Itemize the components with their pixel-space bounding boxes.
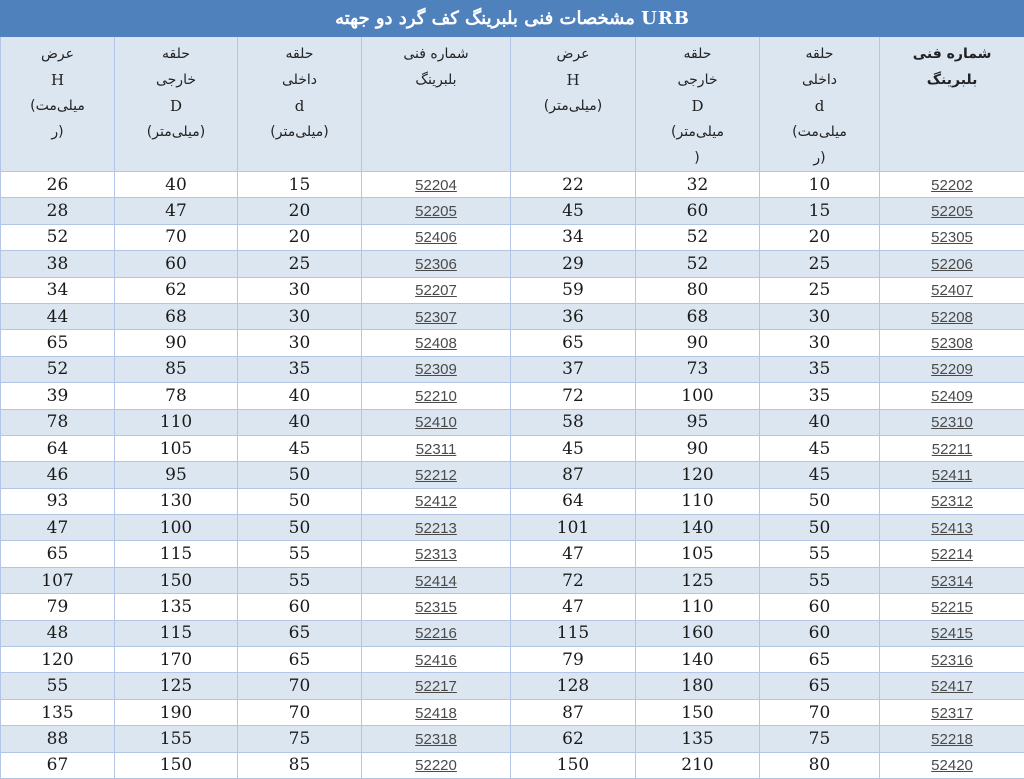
part-number-cell	[362, 541, 511, 567]
part-number-cell	[362, 462, 511, 488]
table-row	[1, 356, 1024, 382]
part-number-cell	[362, 647, 511, 673]
outer-d-cell: 150	[636, 699, 760, 725]
part-number-link[interactable]: 52215	[931, 599, 973, 616]
outer-d-cell: 150	[115, 567, 238, 593]
table-row	[1, 224, 1024, 250]
inner-d-cell: 65	[238, 647, 362, 673]
inner-d-cell: 55	[238, 541, 362, 567]
outer-d-cell: 190	[115, 699, 238, 725]
outer-d-cell: 115	[115, 620, 238, 646]
inner-d-cell: 30	[238, 277, 362, 303]
header-line: حلقه	[238, 41, 361, 67]
header-line: شماره فنی	[362, 41, 510, 67]
width-h-cell: 34	[1, 277, 115, 303]
width-h-cell: 47	[511, 541, 636, 567]
part-number-cell	[362, 409, 511, 435]
inner-d-cell: 65	[760, 647, 880, 673]
header-line: H	[511, 67, 635, 93]
outer-d-cell: 180	[636, 673, 760, 699]
header-line: (میلی‌مت	[760, 119, 879, 145]
width-h-cell: 45	[511, 198, 636, 224]
table-row	[1, 594, 1024, 620]
width-h-cell: 52	[1, 224, 115, 250]
inner-d-cell: 70	[760, 699, 880, 725]
part-number-link[interactable]: 52314	[931, 573, 973, 590]
part-number-link[interactable]: 52307	[415, 309, 457, 326]
width-h-cell: 39	[1, 383, 115, 409]
part-number-link[interactable]: 52311	[416, 441, 457, 458]
part-number-link[interactable]: 52211	[932, 441, 973, 458]
width-h-cell: 65	[511, 330, 636, 356]
part-number-link[interactable]: 52205	[931, 203, 973, 220]
header-line: (میلی‌متر	[636, 119, 759, 145]
table-row	[1, 699, 1024, 725]
width-h-cell: 55	[1, 673, 115, 699]
outer-d-cell: 62	[115, 277, 238, 303]
part-number-cell	[880, 172, 1024, 198]
part-number-link[interactable]: 52210	[415, 388, 457, 405]
table-row	[1, 303, 1024, 329]
outer-d-cell: 100	[636, 383, 760, 409]
part-number-cell	[362, 356, 511, 382]
outer-d-cell: 150	[115, 752, 238, 778]
inner-d-cell: 40	[760, 409, 880, 435]
outer-d-cell: 95	[636, 409, 760, 435]
table-row	[1, 435, 1024, 461]
part-number-link[interactable]: 52204	[415, 177, 457, 194]
part-number-cell	[362, 330, 511, 356]
table-row	[1, 330, 1024, 356]
part-number-cell	[880, 752, 1024, 778]
part-number-link[interactable]: 52412	[415, 493, 457, 510]
part-number-cell	[880, 409, 1024, 435]
inner-d-cell: 35	[760, 383, 880, 409]
table-row	[1, 726, 1024, 752]
outer-d-cell: 140	[636, 647, 760, 673]
outer-d-cell: 170	[115, 647, 238, 673]
width-h-cell: 115	[511, 620, 636, 646]
outer-d-cell: 73	[636, 356, 760, 382]
outer-d-cell: 68	[636, 303, 760, 329]
header-line: d	[760, 93, 879, 119]
outer-d-cell: 85	[115, 356, 238, 382]
part-number-cell	[880, 726, 1024, 752]
header-line: D	[636, 93, 759, 119]
table-row	[1, 541, 1024, 567]
header-line: H	[1, 67, 114, 93]
width-h-cell: 72	[511, 383, 636, 409]
outer-d-cell: 68	[115, 303, 238, 329]
header-line: شماره فنی	[880, 41, 1024, 67]
part-number-cell	[880, 699, 1024, 725]
part-number-cell	[362, 620, 511, 646]
outer-d-cell: 100	[115, 515, 238, 541]
outer-d-cell: 135	[115, 594, 238, 620]
outer-d-cell: 130	[115, 488, 238, 514]
part-number-link[interactable]: 52208	[931, 309, 973, 326]
part-number-cell	[880, 356, 1024, 382]
part-number-link[interactable]: 52207	[415, 282, 457, 299]
part-number-link[interactable]: 52309	[415, 361, 457, 378]
table-row	[1, 673, 1024, 699]
part-number-cell	[362, 277, 511, 303]
part-number-link[interactable]: 52407	[931, 282, 973, 299]
outer-d-cell: 105	[115, 435, 238, 461]
part-number-link[interactable]: 52306	[415, 256, 457, 273]
part-number-cell	[362, 699, 511, 725]
inner-d-cell: 40	[238, 383, 362, 409]
part-number-cell	[880, 277, 1024, 303]
part-number-link[interactable]: 52212	[415, 467, 457, 484]
header-line: بلبرینگ	[880, 67, 1024, 93]
width-h-cell: 62	[511, 726, 636, 752]
part-number-link[interactable]: 52213	[415, 520, 457, 537]
part-number-link[interactable]: 52305	[931, 229, 973, 246]
header-line: داخلی	[760, 67, 879, 93]
table-row	[1, 409, 1024, 435]
inner-d-cell: 30	[238, 330, 362, 356]
outer-d-cell: 78	[115, 383, 238, 409]
width-h-header	[1, 37, 115, 172]
part-number-link[interactable]: 52409	[931, 388, 973, 405]
table-title: مشخصات فنی بلبرینگ کف گرد دو جهته URB	[1, 1, 1024, 37]
inner-d-cell: 45	[238, 435, 362, 461]
part-number-cell	[362, 567, 511, 593]
width-h-cell: 79	[511, 647, 636, 673]
inner-d-cell: 30	[760, 330, 880, 356]
outer-d-cell: 125	[115, 673, 238, 699]
outer-d-cell: 90	[636, 435, 760, 461]
part-number-cell	[362, 224, 511, 250]
inner-d-cell: 35	[760, 356, 880, 382]
header-line: حلقه	[636, 41, 759, 67]
outer-d-cell: 90	[115, 330, 238, 356]
width-h-cell: 26	[1, 172, 115, 198]
part-number-link[interactable]: 52414	[415, 573, 457, 590]
inner-d-cell: 30	[760, 303, 880, 329]
header-line: D	[115, 93, 237, 119]
part-number-link[interactable]: 52313	[415, 546, 457, 563]
width-h-cell: 34	[511, 224, 636, 250]
part-number-link[interactable]: 52408	[415, 335, 457, 352]
inner-d-cell: 75	[760, 726, 880, 752]
table-row	[1, 172, 1024, 198]
part-number-cell	[362, 251, 511, 277]
outer-d-cell: 70	[115, 224, 238, 250]
table-row	[1, 620, 1024, 646]
outer-d-cell: 120	[636, 462, 760, 488]
width-h-cell: 36	[511, 303, 636, 329]
header-line: d	[238, 93, 361, 119]
outer-ring-d-header	[115, 37, 238, 172]
width-h-cell: 135	[1, 699, 115, 725]
part-number-cell	[880, 488, 1024, 514]
table-row	[1, 647, 1024, 673]
part-number-link[interactable]: 52411	[932, 467, 973, 484]
table-row	[1, 567, 1024, 593]
outer-d-cell: 52	[636, 251, 760, 277]
width-h-cell: 29	[511, 251, 636, 277]
width-h-cell: 22	[511, 172, 636, 198]
part-number-link[interactable]: 52220	[415, 757, 457, 774]
part-number-link[interactable]: 52216	[415, 625, 457, 642]
inner-d-cell: 50	[238, 488, 362, 514]
outer-d-cell: 210	[636, 752, 760, 778]
width-h-header	[511, 37, 636, 172]
inner-d-cell: 60	[760, 594, 880, 620]
part-number-link[interactable]: 52202	[931, 177, 973, 194]
part-number-cell	[880, 462, 1024, 488]
table-row	[1, 462, 1024, 488]
part-number-cell	[880, 673, 1024, 699]
header-line: حلقه	[760, 41, 879, 67]
inner-d-cell: 35	[238, 356, 362, 382]
table-row	[1, 198, 1024, 224]
part-number-link[interactable]: 52205	[415, 203, 457, 220]
inner-d-cell: 60	[760, 620, 880, 646]
part-number-link[interactable]: 52420	[931, 757, 973, 774]
width-h-cell: 47	[511, 594, 636, 620]
part-number-link[interactable]: 52318	[415, 731, 457, 748]
inner-d-cell: 50	[760, 515, 880, 541]
inner-d-cell: 40	[238, 409, 362, 435]
inner-ring-d-header	[238, 37, 362, 172]
inner-d-cell: 45	[760, 435, 880, 461]
width-h-cell: 78	[1, 409, 115, 435]
width-h-cell: 93	[1, 488, 115, 514]
inner-d-cell: 55	[760, 541, 880, 567]
part-number-link[interactable]: 52217	[415, 678, 457, 695]
width-h-cell: 79	[1, 594, 115, 620]
part-number-link[interactable]: 52218	[931, 731, 973, 748]
header-line: (میلی‌متر)	[115, 119, 237, 145]
part-number-cell	[880, 330, 1024, 356]
outer-d-cell: 135	[636, 726, 760, 752]
width-h-cell: 44	[1, 303, 115, 329]
table-row	[1, 752, 1024, 778]
part-number-header	[880, 37, 1024, 172]
outer-d-cell: 40	[115, 172, 238, 198]
part-number-link[interactable]: 52413	[931, 520, 973, 537]
inner-d-cell: 15	[238, 172, 362, 198]
outer-d-cell: 95	[115, 462, 238, 488]
width-h-cell: 67	[1, 752, 115, 778]
outer-d-cell: 160	[636, 620, 760, 646]
inner-d-cell: 15	[760, 198, 880, 224]
outer-d-cell: 52	[636, 224, 760, 250]
part-number-cell	[880, 620, 1024, 646]
inner-d-cell: 20	[238, 198, 362, 224]
part-number-cell	[880, 567, 1024, 593]
part-number-link[interactable]: 52312	[931, 493, 973, 510]
width-h-cell: 120	[1, 647, 115, 673]
inner-d-cell: 75	[238, 726, 362, 752]
width-h-cell: 64	[1, 435, 115, 461]
part-number-link[interactable]: 52315	[415, 599, 457, 616]
part-number-cell	[362, 752, 511, 778]
outer-d-cell: 110	[115, 409, 238, 435]
inner-d-cell: 60	[238, 594, 362, 620]
width-h-cell: 101	[511, 515, 636, 541]
width-h-cell: 64	[511, 488, 636, 514]
outer-d-cell: 105	[636, 541, 760, 567]
inner-d-cell: 65	[238, 620, 362, 646]
inner-d-cell: 45	[760, 462, 880, 488]
header-line: خارجی	[115, 67, 237, 93]
outer-d-cell: 60	[115, 251, 238, 277]
outer-d-cell: 140	[636, 515, 760, 541]
table-row	[1, 383, 1024, 409]
outer-d-cell: 47	[115, 198, 238, 224]
header-line: خارجی	[636, 67, 759, 93]
part-number-cell	[880, 224, 1024, 250]
header-line: (میلی‌متر)	[238, 119, 361, 145]
inner-d-cell: 25	[760, 251, 880, 277]
width-h-cell: 28	[1, 198, 115, 224]
part-number-cell	[362, 673, 511, 699]
part-number-link[interactable]: 52316	[931, 652, 973, 669]
part-number-link[interactable]: 52406	[415, 229, 457, 246]
width-h-cell: 46	[1, 462, 115, 488]
width-h-cell: 128	[511, 673, 636, 699]
inner-d-cell: 20	[760, 224, 880, 250]
part-number-link[interactable]: 52214	[931, 546, 973, 563]
header-line: عرض	[1, 41, 114, 67]
header-line: بلبرینگ	[362, 67, 510, 93]
part-number-cell	[362, 594, 511, 620]
width-h-cell: 45	[511, 435, 636, 461]
inner-d-cell: 55	[760, 567, 880, 593]
inner-d-cell: 25	[238, 251, 362, 277]
part-number-link[interactable]: 52317	[931, 705, 973, 722]
part-number-link[interactable]: 52417	[931, 678, 973, 695]
width-h-cell: 48	[1, 620, 115, 646]
part-number-link[interactable]: 52416	[415, 652, 457, 669]
inner-d-cell: 20	[238, 224, 362, 250]
part-number-cell	[362, 726, 511, 752]
part-number-link[interactable]: 52206	[931, 256, 973, 273]
outer-d-cell: 155	[115, 726, 238, 752]
inner-ring-d-header	[760, 37, 880, 172]
inner-d-cell: 30	[238, 303, 362, 329]
width-h-cell: 87	[511, 699, 636, 725]
part-number-cell	[880, 251, 1024, 277]
header-line: (میلی‌متر)	[511, 93, 635, 119]
part-number-header	[362, 37, 511, 172]
inner-d-cell: 25	[760, 277, 880, 303]
part-number-cell	[362, 303, 511, 329]
width-h-cell: 150	[511, 752, 636, 778]
part-number-link[interactable]: 52410	[415, 414, 457, 431]
width-h-cell: 87	[511, 462, 636, 488]
part-number-cell	[880, 383, 1024, 409]
part-number-link[interactable]: 52415	[931, 625, 973, 642]
header-line: عرض	[511, 41, 635, 67]
header-line: داخلی	[238, 67, 361, 93]
width-h-cell: 59	[511, 277, 636, 303]
inner-d-cell: 55	[238, 567, 362, 593]
outer-d-cell: 110	[636, 594, 760, 620]
part-number-cell	[362, 383, 511, 409]
width-h-cell: 65	[1, 541, 115, 567]
inner-d-cell: 65	[760, 673, 880, 699]
part-number-link[interactable]: 52308	[931, 335, 973, 352]
part-number-cell	[362, 435, 511, 461]
part-number-link[interactable]: 52418	[415, 705, 457, 722]
outer-d-cell: 80	[636, 277, 760, 303]
outer-d-cell: 32	[636, 172, 760, 198]
part-number-cell	[362, 198, 511, 224]
width-h-cell: 38	[1, 251, 115, 277]
part-number-link[interactable]: 52310	[931, 414, 973, 431]
part-number-cell	[880, 435, 1024, 461]
inner-d-cell: 85	[238, 752, 362, 778]
width-h-cell: 65	[1, 330, 115, 356]
part-number-cell	[362, 488, 511, 514]
outer-ring-d-header	[636, 37, 760, 172]
width-h-cell: 52	[1, 356, 115, 382]
table-row	[1, 488, 1024, 514]
inner-d-cell: 50	[238, 515, 362, 541]
outer-d-cell: 115	[115, 541, 238, 567]
inner-d-cell: 70	[238, 673, 362, 699]
part-number-cell	[362, 172, 511, 198]
width-h-cell: 88	[1, 726, 115, 752]
width-h-cell: 107	[1, 567, 115, 593]
table-row	[1, 515, 1024, 541]
inner-d-cell: 10	[760, 172, 880, 198]
part-number-cell	[880, 647, 1024, 673]
outer-d-cell: 110	[636, 488, 760, 514]
header-line: (میلی‌مت	[1, 93, 114, 119]
inner-d-cell: 50	[238, 462, 362, 488]
width-h-cell: 37	[511, 356, 636, 382]
part-number-cell	[880, 198, 1024, 224]
header-line: )	[636, 145, 759, 171]
outer-d-cell: 125	[636, 567, 760, 593]
part-number-link[interactable]: 52209	[931, 361, 973, 378]
outer-d-cell: 90	[636, 330, 760, 356]
part-number-cell	[880, 303, 1024, 329]
part-number-cell	[880, 515, 1024, 541]
inner-d-cell: 50	[760, 488, 880, 514]
header-line: ر)	[1, 119, 114, 145]
header-line: ر)	[760, 145, 879, 171]
header-line: حلقه	[115, 41, 237, 67]
inner-d-cell: 70	[238, 699, 362, 725]
part-number-cell	[880, 541, 1024, 567]
part-number-cell	[880, 594, 1024, 620]
width-h-cell: 72	[511, 567, 636, 593]
width-h-cell: 58	[511, 409, 636, 435]
outer-d-cell: 60	[636, 198, 760, 224]
part-number-cell	[362, 515, 511, 541]
width-h-cell: 47	[1, 515, 115, 541]
table-row	[1, 251, 1024, 277]
table-row	[1, 277, 1024, 303]
inner-d-cell: 80	[760, 752, 880, 778]
